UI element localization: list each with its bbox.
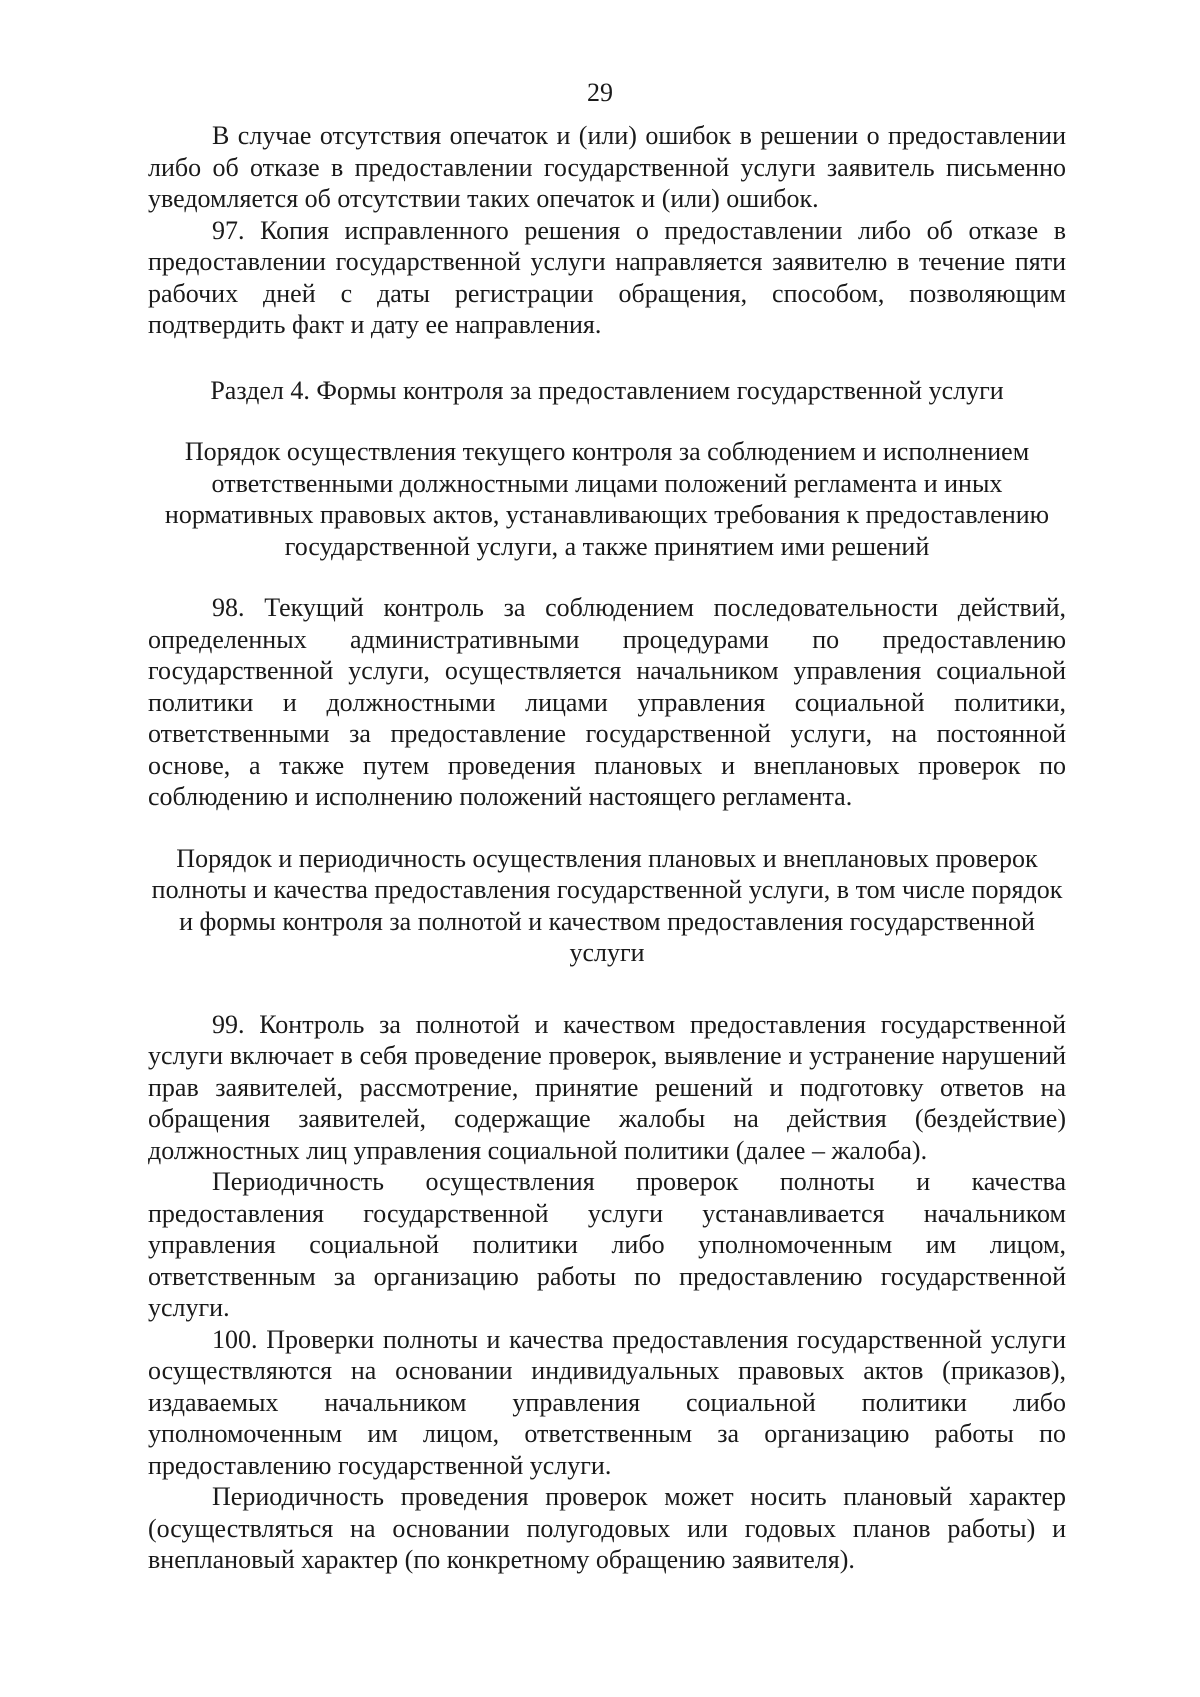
subsection-inspections-heading: Порядок и периодичность осуществления плановых и внеплановых проверок полноты и качества предоставления государственной услуги, в том числе порядок и формы контроля за полнотой и качеством предоставления государственной услуги (151, 843, 1063, 967)
paragraph-inspection-character: Периодичность проведения проверок может носить плановый характер (осуществляться на основании полугодовых или годовых планов работы) и внеплановый характер (по конкретному обращению заявителя). (148, 1482, 1066, 1574)
paragraph-no-errors-notice: В случае отсутствия опечаток и (или) ошибок в решении о предоставлении либо об отказе в предоставлении государственной услуги заявитель письменно уведомляется об отсутствии таких опечаток и (или) ошибок. (148, 121, 1066, 213)
document-body (148, 120, 1066, 1576)
paragraph-98: 98. Текущий контроль за соблюдением последовательности действий, определенных административными процедурами по предоставлению государственной услуги, осуществляется начальником управления социальной политики и должностными лицами управления социальной политики, ответственными за предоставление государственной услуги, на постоянной основе, а также путем проведения плановых и внеплановых проверок по соблюдению и исполнению положений настоящего регламента. (148, 593, 1066, 811)
subsection-current-control-heading: Порядок осуществления текущего контроля за соблюдением и исполнением ответственными должностными лицами положений регламента и иных нормативных правовых актов, устанавливающих требования к предоставлению государственной услуги, а также принятием ими решений (164, 437, 1050, 561)
section-4-title: Раздел 4. Формы контроля за предоставлением государственной услуги (210, 375, 1004, 405)
page-number: 29 (587, 78, 613, 107)
paragraph-97: 97. Копия исправленного решения о предоставлении либо об отказе в предоставлении государственной услуги направляется заявителю в течение пяти рабочих дней с даты регистрации обращения, способом, позволяющим подтвердить факт и дату ее направления. (148, 215, 1066, 339)
paragraph-99: 99. Контроль за полнотой и качеством предоставления государственной услуги включает в себя проведение проверок, выявление и устранение нарушений прав заявителей, рассмотрение, принятие решений и подготовку ответов на обращения заявителей, содержащие жалобы на действия (бездействие) должностных лиц управления социальной политики (далее – жалоба). (148, 1009, 1066, 1165)
paragraph-inspection-frequency: Периодичность осуществления проверок полноты и качества предоставления государственной услуги устанавливается начальником управления социальной политики либо уполномоченным им лицом, ответственным за организацию работы по предоставлению государственной услуги. (148, 1167, 1066, 1322)
paragraph-100: 100. Проверки полноты и качества предоставления государственной услуги осуществляются на основании индивидуальных правовых актов (приказов), издаваемых начальником управления социальной политики либо уполномоченным им лицом, ответственным за организацию работы по предоставлению государственной услуги. (148, 1324, 1066, 1480)
